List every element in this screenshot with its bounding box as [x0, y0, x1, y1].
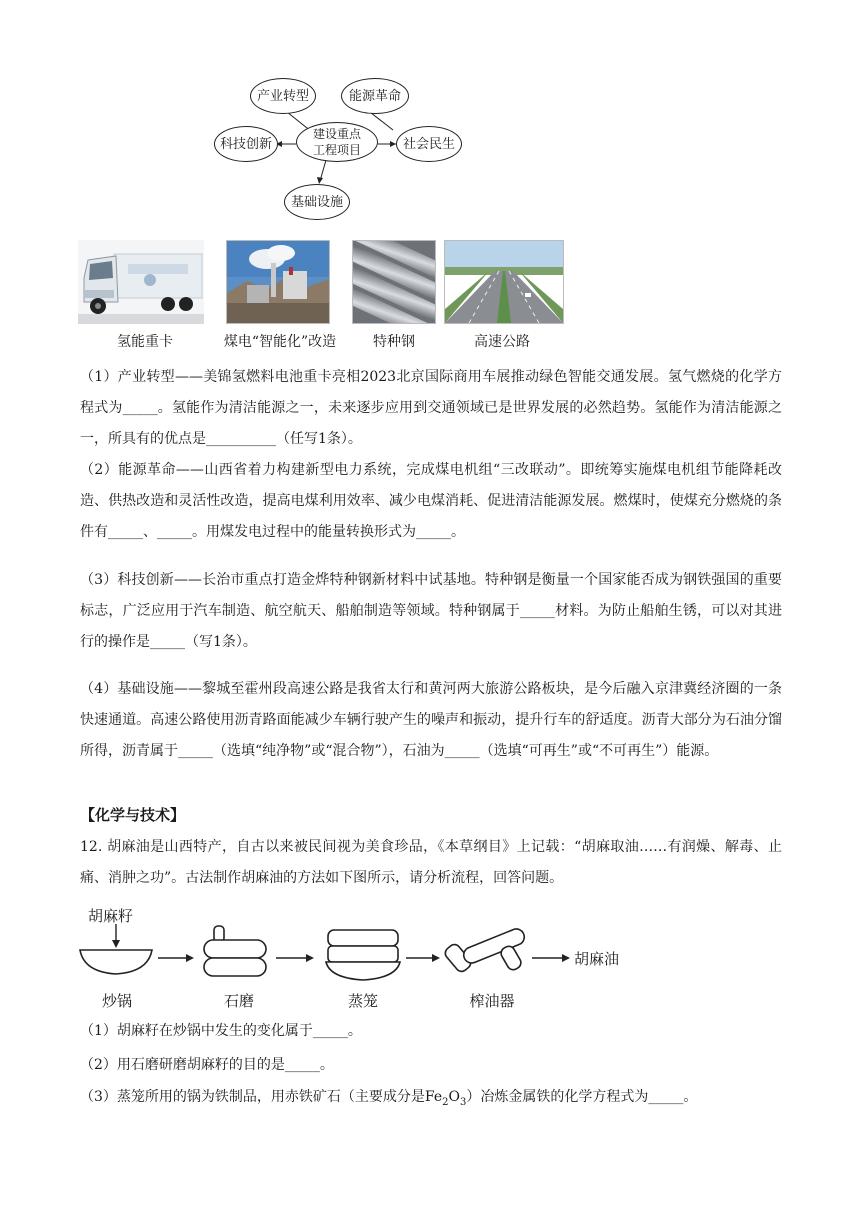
flow-input-label: 胡麻籽	[88, 907, 134, 925]
flow-step-steamer: 蒸笼	[347, 992, 378, 1010]
formula-sub-2: 2	[442, 1096, 449, 1108]
concept-node-energy: 能源革命	[341, 78, 409, 114]
formula-fe: Fe	[424, 1089, 443, 1105]
photo-caption-power-plant: 煤电“智能化”改造	[223, 334, 337, 350]
concept-node-center: 建设重点工程项目	[296, 122, 378, 162]
question-11-3: （3）科技创新——长治市重点打造金烨特种钢新材料中试基地。特种钢是衡量一个国家能否成为钢铁强国的重要标志，广泛应用于汽车制造、航空航天、船舶制造等领域。特种钢属于_____材料。为防止船舶生锈，可以对其进行的操作是_____（写1条）。	[80, 572, 782, 650]
question-12-intro: 12. 胡麻油是山西特产，自古以来被民间视为美食珍品，《本草纲目》上记载：“胡麻取油……有润燥、解毒、止痛、消肿之功”。古法制作胡麻油的方法如下图所示，请分析流程，回答问题。	[80, 839, 782, 886]
question-12-3-suffix: ）冶炼金属铁的化学方程式为_____。	[466, 1089, 698, 1105]
photo-caption-highway: 高速公路	[474, 334, 530, 350]
formula-sub-3: 3	[460, 1096, 467, 1108]
question-11-2: （2）能源革命——山西省着力构建新型电力系统，完成煤电机组“三改联动”。即统筹实施煤电机组节能降耗改造、供热改造和灵活性改造，提高电煤利用效率、减少电煤消耗、促进清洁能源发展。燃煤时，使煤充分燃烧的条件有_____、_____。用煤发电过程中的能量转换形式为_____。	[80, 462, 782, 540]
question-11-4: （4）基础设施——黎城至霍州段高速公路是我省太行和黄河两大旅游公路板块，是今后融入京津冀经济圈的一条快速通道。高速公路使用沥青路面能减少车辆行驶产生的噪声和振动，提升行车的舒适度。沥青大部分为石油分馏所得，沥青属于_____（选填“纯净物”或“混合物”），石油为_____（选填“可再生”或“不可再生”）能源。	[80, 681, 782, 759]
question-11-1: （1）产业转型——美锦氢燃料电池重卡亮相2023北京国际商用车展推动绿色智能交通发展。氢气燃烧的化学方程式为_____。氢能作为清洁能源之一，未来逐步应用到交通领域已是世界发展的必然趋势。氢能作为清洁能源之一，所具有的优点是__________（任写1条）。	[80, 369, 782, 447]
question-12-3	[80, 1082, 782, 1118]
formula-o: O	[448, 1089, 460, 1105]
flow-output-label: 胡麻油	[574, 950, 620, 968]
flow-step-wok: 炒锅	[101, 992, 132, 1010]
concept-map-lines	[0, 0, 860, 230]
flow-step-mill: 石磨	[223, 992, 254, 1010]
section-title: 【化学与技术】	[80, 806, 186, 824]
flow-diagram	[70, 920, 630, 990]
steel-bars-photo	[352, 240, 436, 324]
photo-caption-steel: 特种钢	[373, 334, 415, 350]
concept-node-tech: 科技创新	[214, 126, 278, 162]
flow-step-press: 榨油器	[469, 992, 515, 1010]
question-12-2: （2）用石磨研磨胡麻籽的目的是_____。	[80, 1057, 334, 1073]
concept-node-infrastructure: 基础设施	[284, 184, 350, 220]
question-12-1: （1）胡麻籽在炒锅中发生的变化属于_____。	[80, 1023, 362, 1039]
highway-photo	[444, 240, 564, 324]
wok-icon	[80, 950, 152, 974]
concept-node-livelihood: 社会民生	[396, 126, 462, 162]
photo-caption-truck: 氢能重卡	[117, 334, 173, 350]
hydrogen-truck-photo	[78, 240, 204, 324]
question-12-3-prefix: （3）蒸笼所用的锅为铁制品，用赤铁矿石（主要成分是	[80, 1089, 425, 1105]
power-plant-photo	[226, 240, 330, 324]
concept-node-industry: 产业转型	[250, 78, 316, 114]
